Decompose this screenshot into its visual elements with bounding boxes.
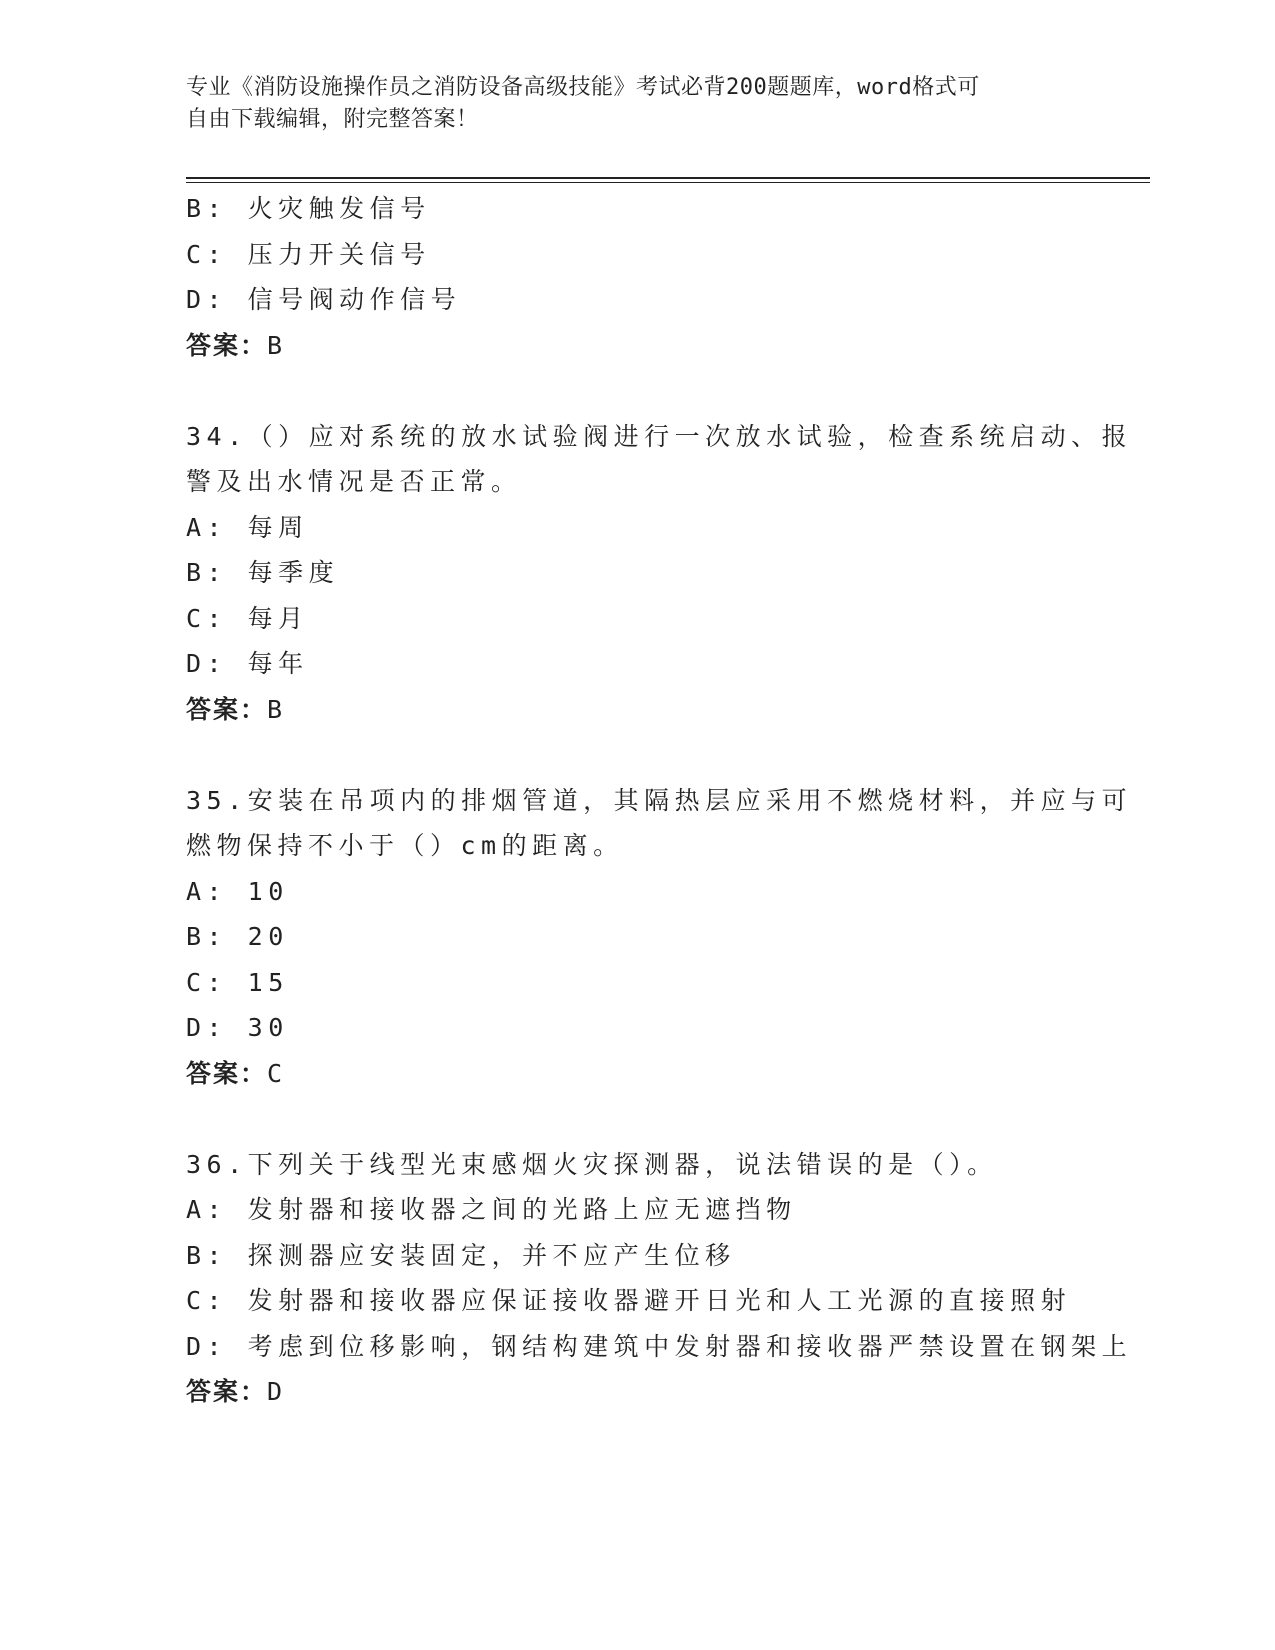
answer-value: B [267, 694, 284, 724]
question-text-line-1: 35.安装在吊项内的排烟管道，其隔热层应采用不燃烧材料，并应与可 [186, 785, 1133, 815]
option-b: B: 火灾触发信号 [186, 194, 431, 223]
header-rule-thick [186, 177, 1150, 179]
question-text-line-2: 燃物保持不小于（）cm的距离。 [186, 831, 624, 860]
question-text-line-2: 警及出水情况是否正常。 [186, 467, 522, 496]
answer-line: 答案：B [186, 694, 284, 724]
option-d: D: 30 [186, 1013, 289, 1042]
document-header [186, 72, 1066, 136]
option-d: D: 每年 [186, 649, 309, 678]
answer-line: 答案：D [186, 1377, 284, 1406]
question-list [186, 186, 1133, 1415]
answer-line: 答案：B [186, 330, 284, 360]
question-33-continued [186, 186, 1086, 368]
question-34 [186, 414, 1133, 733]
option-a: A: 10 [186, 876, 289, 906]
option-b: B: 20 [186, 922, 289, 951]
answer-value: B [267, 330, 284, 360]
option-b: B: 探测器应安装固定，并不应产生位移 [186, 1240, 736, 1270]
answer-line: 答案：C [186, 1058, 284, 1088]
option-c: C: 每月 [186, 603, 309, 633]
option-c: C: 15 [186, 967, 289, 997]
answer-value: D [267, 1377, 284, 1406]
option-a: A: 发射器和接收器之间的光路上应无遮挡物 [186, 1195, 797, 1224]
header-line-2: 自由下载编辑，附完整答案！ [186, 107, 479, 132]
question-text-line-1: 34.（）应对系统的放水试验阀进行一次放水试验，检查系统启动、报 [186, 421, 1133, 451]
option-d: D: 考虑到位移影响，钢结构建筑中发射器和接收器严禁设置在钢架上 [186, 1331, 1133, 1361]
question-35 [186, 778, 1133, 1097]
option-d: D: 信号阀动作信号 [186, 285, 462, 314]
question-text-line-1: 36.下列关于线型光束感烟火灾探测器，说法错误的是（）。 [186, 1149, 998, 1179]
option-c: C: 压力开关信号 [186, 239, 431, 269]
option-b: B: 每季度 [186, 558, 340, 587]
option-a: A: 每周 [186, 512, 309, 542]
header-line-1: 专业《消防设施操作员之消防设备高级技能》考试必背200题题库，word格式可 [186, 75, 980, 100]
question-36 [186, 1142, 1133, 1415]
answer-value: C [267, 1058, 284, 1088]
option-c: C: 发射器和接收器应保证接收器避开日光和人工光源的直接照射 [186, 1286, 1072, 1315]
header-rule-thin [186, 182, 1150, 183]
